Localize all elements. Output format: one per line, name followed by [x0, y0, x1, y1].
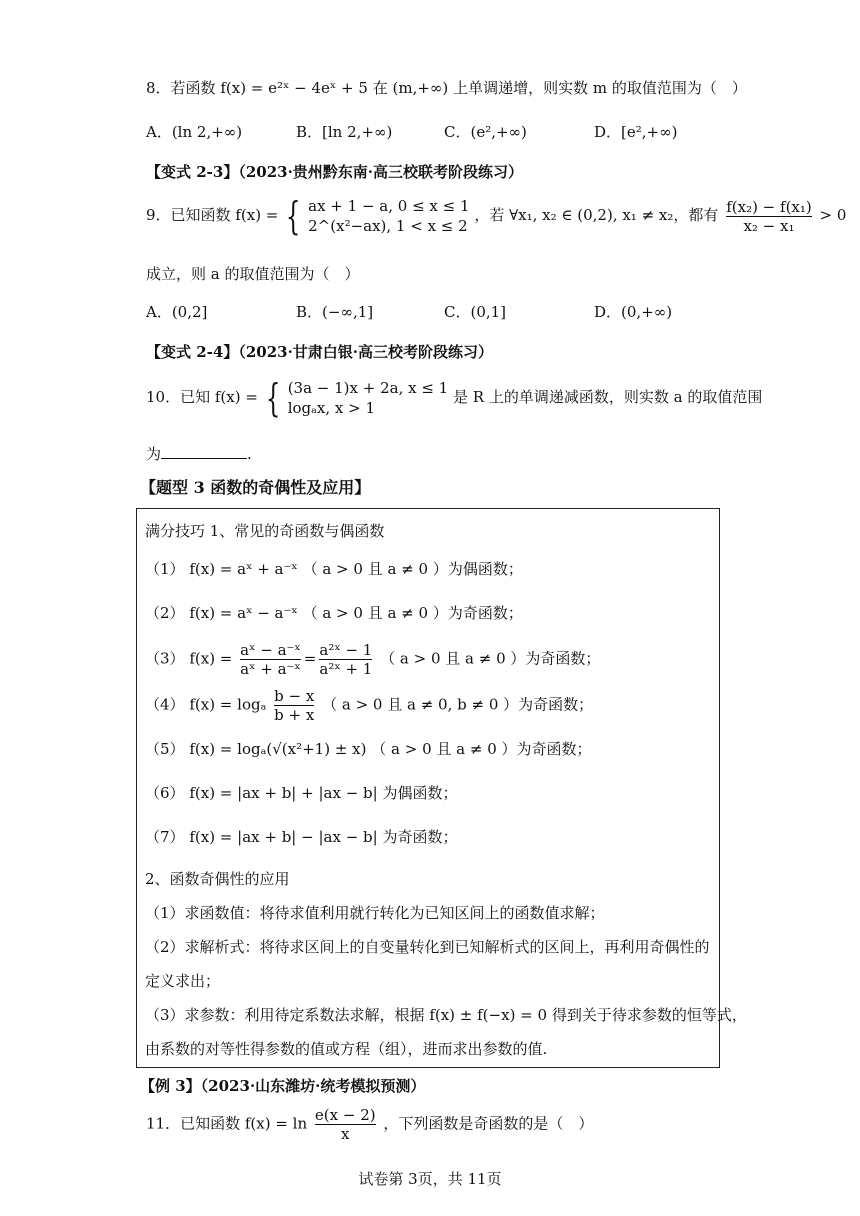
question-10-stem	[146, 378, 762, 418]
item-condition: 为偶函数；	[382, 784, 458, 802]
numerator: a²ˣ − 1	[319, 641, 373, 659]
page-footer: 试卷第 3页，共 11页	[358, 1170, 502, 1188]
item-condition: 为奇函数；	[382, 828, 458, 846]
item-formula: f(x) = aˣ − a⁻ˣ	[189, 604, 298, 622]
q8-interval: (m,+∞)	[392, 79, 449, 97]
item-formula: f(x) = |ax + b| + |ax − b|	[189, 784, 378, 802]
q9-option-c: C．(0,1]	[444, 303, 507, 321]
item-formula: f(x) = logₐ(√(x²+1) ± x)	[189, 740, 367, 758]
q9-case-1: ax + 1 − a, 0 ≤ x ≤ 1	[308, 197, 470, 215]
q9-prefix: 9．已知函数	[146, 206, 231, 224]
tip-item-2	[145, 603, 523, 623]
tip-2-heading: 2、函数奇偶性的应用	[145, 870, 290, 888]
q10-function-lhs: f(x) =	[214, 388, 258, 406]
q9-inequality: > 0	[819, 206, 847, 224]
application-2-line-1: （2）求解析式：将待求区间上的自变量转化到已知解析式的区间上，再利用奇偶性的	[145, 938, 710, 956]
q8-option-a: A．(ln 2,+∞)	[146, 123, 243, 141]
item-condition: （ a > 0 且 a ≠ 0 ）为奇函数；	[380, 649, 601, 668]
item-condition: （ a > 0 且 a ≠ 0 ）为奇函数；	[302, 604, 523, 622]
application-1: （1）求函数值：将待求值利用就行转化为已知区间上的函数值求解；	[145, 904, 605, 922]
tips-box	[136, 508, 747, 1068]
q10-prefix: 10．已知	[146, 388, 211, 406]
tip-item-3: （3） f(x) = $\frac{\text{aˣ − a⁻ˣ}}{\text{aˣ + a⁻ˣ}}$ = $\frac{\text{a²ˣ − 1}}{\text{a²ˣ + 1}}$ （ a > 0 且 a ≠ 0 ）为奇函数；	[145, 641, 601, 678]
q10-line2-suffix: .	[247, 445, 252, 463]
tip-item-1	[145, 559, 523, 579]
q8-option-b: B．[ln 2,+∞)	[296, 123, 393, 141]
q11-prefix: 11．已知函数 f(x) = ln	[146, 1114, 308, 1133]
denominator: x	[315, 1124, 376, 1143]
section-title: 【题型 3 函数的奇偶性及应用】	[140, 478, 371, 497]
item-fraction-1	[240, 641, 301, 678]
left-brace-icon: {	[286, 194, 301, 238]
item-number: （5）	[145, 740, 185, 758]
q10-case-1: (3a − 1)x + 2a, x ≤ 1	[287, 379, 449, 397]
q8-function: f(x) = e²ˣ − 4eˣ + 5	[220, 79, 368, 97]
example-3-heading: 【例 3】（2023·山东潍坊·统考模拟预测）	[140, 1077, 426, 1095]
q8-prefix: 8．若函数	[146, 79, 216, 97]
application-3-line-1: （3）求参数：利用待定系数法求解，根据 f(x) ± f(−x) = 0 得到关于待求参数的恒等式，	[145, 1006, 747, 1024]
numerator: aˣ − a⁻ˣ	[240, 641, 301, 659]
q10-line2-prefix: 为	[146, 445, 162, 463]
denominator: aˣ + a⁻ˣ	[240, 660, 301, 678]
item-condition: （ a > 0 且 a ≠ 0, b ≠ 0 ）为奇函数；	[322, 695, 594, 714]
numerator: b − x	[274, 687, 315, 705]
q10-line-2	[146, 444, 252, 464]
q9-option-a: A．(0,2]	[146, 303, 208, 321]
q9-condition: ，若 ∀x₁, x₂ ∈ (0,2), x₁ ≠ x₂，都有	[474, 206, 719, 224]
item-condition: （ a > 0 且 a ≠ 0 ）为偶函数；	[302, 560, 523, 578]
item-fraction	[274, 687, 314, 724]
item-number: （3）	[145, 649, 185, 668]
q9-option-b: B．(−∞,1]	[296, 303, 374, 321]
application-3-line-2: 由系数的对等性得参数的值或方程（组），进而求出参数的值.	[145, 1040, 548, 1058]
numerator: e(x − 2)	[314, 1106, 376, 1124]
question-11-stem	[146, 1106, 593, 1143]
answer-blank[interactable]	[161, 444, 247, 459]
item-formula-lhs: f(x) =	[189, 649, 233, 668]
q11-fraction	[315, 1106, 376, 1143]
variant-2-4-heading: 【变式 2-4】（2023·甘肃白银·高三校考阶段练习）	[146, 343, 494, 361]
denominator: a²ˣ + 1	[319, 660, 373, 678]
application-2-line-2: 定义求出；	[145, 972, 221, 990]
q8-suffix: 上单调递增，则实数 m 的取值范围为（ ）	[453, 79, 747, 97]
item-number: （2）	[145, 604, 185, 622]
q8-option-d: D．[e²,+∞)	[594, 123, 678, 141]
q9-piecewise	[308, 196, 469, 236]
question-8-stem	[146, 78, 747, 98]
item-number: （7）	[145, 828, 185, 846]
left-brace-icon: {	[265, 376, 281, 420]
q9-numerator: f(x₂) − f(x₁)	[726, 197, 812, 216]
item-number: （1）	[145, 560, 185, 578]
q9-case-2: 2^(x²−ax), 1 < x ≤ 2	[308, 217, 468, 235]
item-condition: （ a > 0 且 a ≠ 0 ）为奇函数；	[371, 740, 592, 758]
tip-item-4	[145, 687, 593, 724]
item-formula: f(x) = |ax + b| − |ax − b|	[189, 828, 378, 846]
tip-1-heading: 满分技巧 1、常见的奇函数与偶函数	[145, 522, 385, 540]
tip-item-5	[145, 739, 592, 759]
tip-item-6	[145, 783, 457, 803]
q9-denominator: x₂ − x₁	[726, 216, 812, 235]
item-fraction-2	[319, 641, 372, 678]
item-number: （4）	[145, 695, 185, 714]
q10-suffix: 是 R 上的单调递减函数，则实数 a 的取值范围	[453, 388, 763, 406]
q10-piecewise	[288, 378, 449, 418]
q9-difference-quotient	[726, 198, 812, 235]
tip-item-7	[145, 827, 457, 847]
q10-case-2: logₐx, x > 1	[287, 399, 376, 417]
item-formula: f(x) = aˣ + a⁻ˣ	[189, 560, 298, 578]
denominator: b + x	[274, 706, 315, 724]
q9-option-d: D．(0,+∞)	[594, 303, 673, 321]
question-9-stem	[146, 196, 846, 236]
q8-mid: 在	[372, 79, 388, 97]
item-formula-lhs: f(x) = logₐ	[189, 695, 267, 714]
q9-function-lhs: f(x) =	[235, 206, 279, 224]
q9-line-2: 成立，则 a 的取值范围为（ ）	[146, 265, 360, 283]
variant-2-3-heading: 【变式 2-3】（2023·贵州黔东南·高三校联考阶段练习）	[146, 163, 524, 181]
item-number: （6）	[145, 784, 185, 802]
q8-option-c: C．(e²,+∞)	[444, 123, 527, 141]
q11-suffix: ，下列函数是奇函数的是（ ）	[383, 1114, 594, 1133]
